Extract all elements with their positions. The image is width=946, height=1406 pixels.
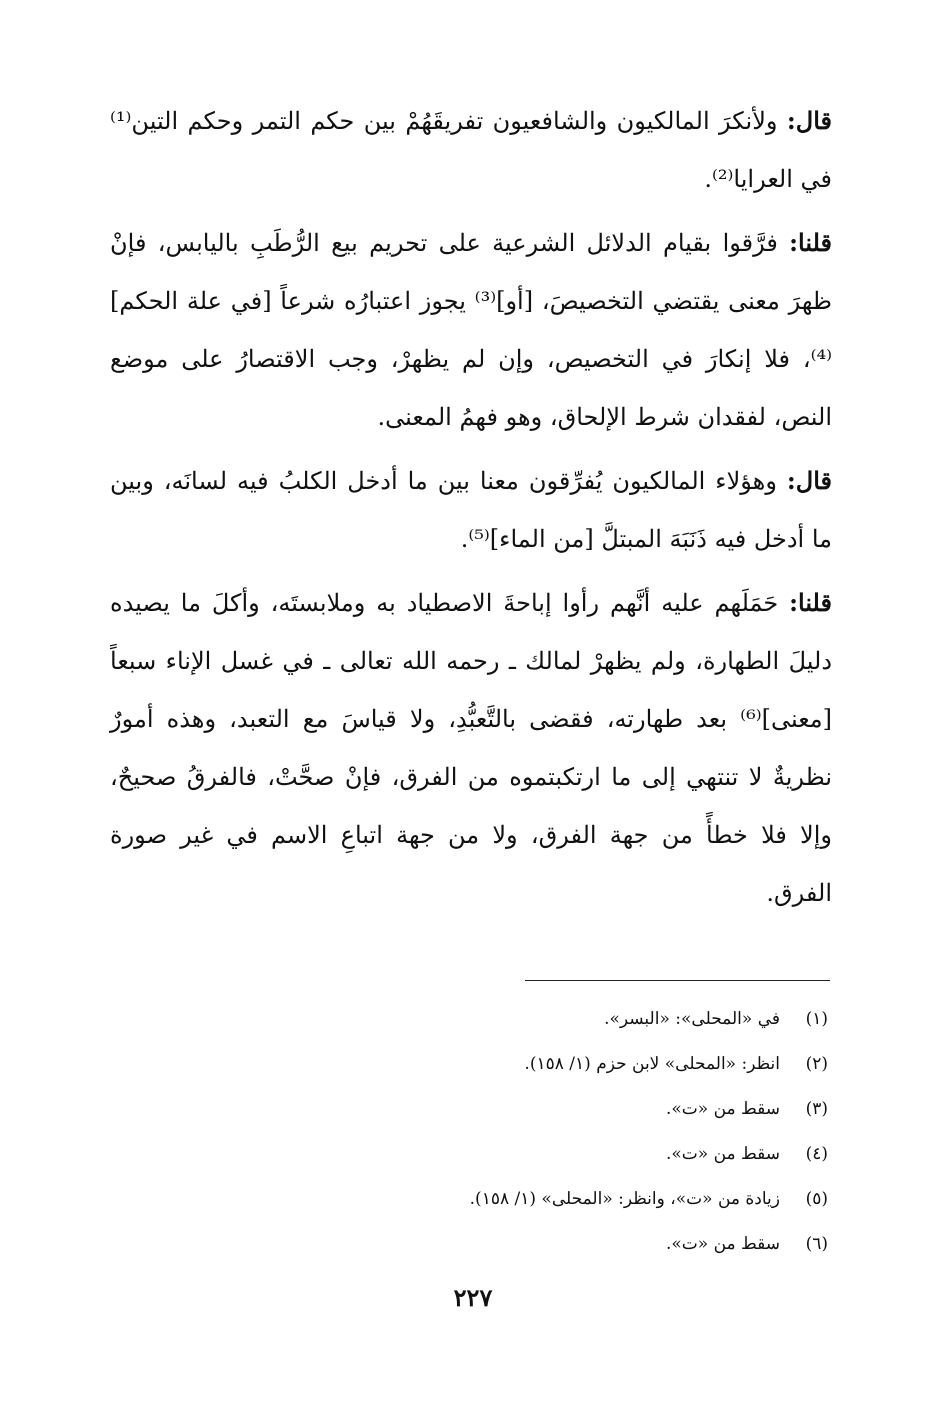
main-text — [110, 92, 832, 928]
paragraph-text: فرَّقوا بقيام الدلائل الشرعية على تحريم بيع الرُّطَبِ باليابس، فإنْ ظهرَ معنى يقتضي التخصيصَ، [أو]⁽³⁾ يجوز اعتبارُه شرعاً [في علة الحكم]⁽⁴⁾، فلا إنكارَ في التخصيص، وإن لم يظهرْ، وجب الاقتصارُ على موضع النص، لفقدان شرط الإلحاق، وهو فهمُ المعنى. — [110, 229, 832, 431]
footnote-number: (٢) — [805, 1054, 828, 1074]
speaker-label: قلنا: — [789, 228, 832, 257]
footnote-number: (٤) — [805, 1144, 828, 1164]
footnotes — [188, 997, 828, 1267]
footnote-number: (٣) — [805, 1099, 828, 1119]
footnote-item — [188, 1087, 828, 1132]
paragraph — [110, 452, 832, 568]
paragraph — [110, 92, 832, 208]
footnote-divider — [525, 980, 830, 981]
footnote-item — [188, 1042, 828, 1087]
speaker-label: قال: — [786, 466, 832, 495]
speaker-label: قال: — [786, 106, 832, 135]
footnote-number: (٥) — [805, 1189, 828, 1209]
footnote-item — [188, 1177, 828, 1222]
paragraph — [110, 214, 832, 446]
page-number: ٢٢٧ — [453, 1283, 493, 1312]
footnote-item — [188, 997, 828, 1042]
paragraph-text: ولأنكرَ المالكيون والشافعيون تفريقَهُمْ بين حكم التمر وحكم التين⁽¹⁾ في العرايا⁽²⁾. — [110, 107, 832, 193]
speaker-label: قلنا: — [789, 588, 832, 617]
paragraph-text: حَمَلَهم عليه أنَّهم رأوا إباحةَ الاصطياد به وملابستَه، وأكلَ ما يصيده دليلَ الطهارة، ولم يظهرْ لمالك ـ رحمه الله تعالى ـ في غسل الإناء سبعاً [معنى]⁽⁶⁾ بعد طهارته، فقضى بالتَّعبُّدِ، ولا قياسَ مع التعبد، وهذه أمورٌ نظريةٌ لا تنتهي إلى ما ارتكبتموه من الفرق، فإنْ صحَّتْ، فالفرقُ صحيحٌ، وإلا فلا خطأً من جهة الفرق، ولا من جهة اتباعِ الاسم في غير صورة الفرق. — [110, 589, 833, 907]
footnote-number: (١) — [805, 1009, 828, 1029]
footnote-item — [188, 1132, 828, 1177]
footnote-number: (٦) — [805, 1234, 828, 1254]
footnote-item — [188, 1222, 828, 1267]
footnote-text: سقط من «ت». — [665, 1234, 780, 1254]
footnote-text: سقط من «ت». — [665, 1144, 780, 1164]
footnote-text: انظر: «المحلى» لابن حزم (١/ ١٥٨). — [524, 1054, 780, 1074]
footnote-text: في «المحلى»: «البسر». — [604, 1009, 780, 1029]
paragraph — [110, 574, 832, 922]
footnote-text: سقط من «ت». — [665, 1099, 780, 1119]
footnote-text: زيادة من «ت»، وانظر: «المحلى» (١/ ١٥٨). — [469, 1189, 780, 1209]
paragraph-text: وهؤلاء المالكيون يُفرِّقون معنا بين ما أدخل الكلبُ فيه لسانَه، وبين ما أدخل فيه ذَنَبَهَ المبتلَّ [من الماء]⁽⁵⁾. — [110, 467, 832, 553]
